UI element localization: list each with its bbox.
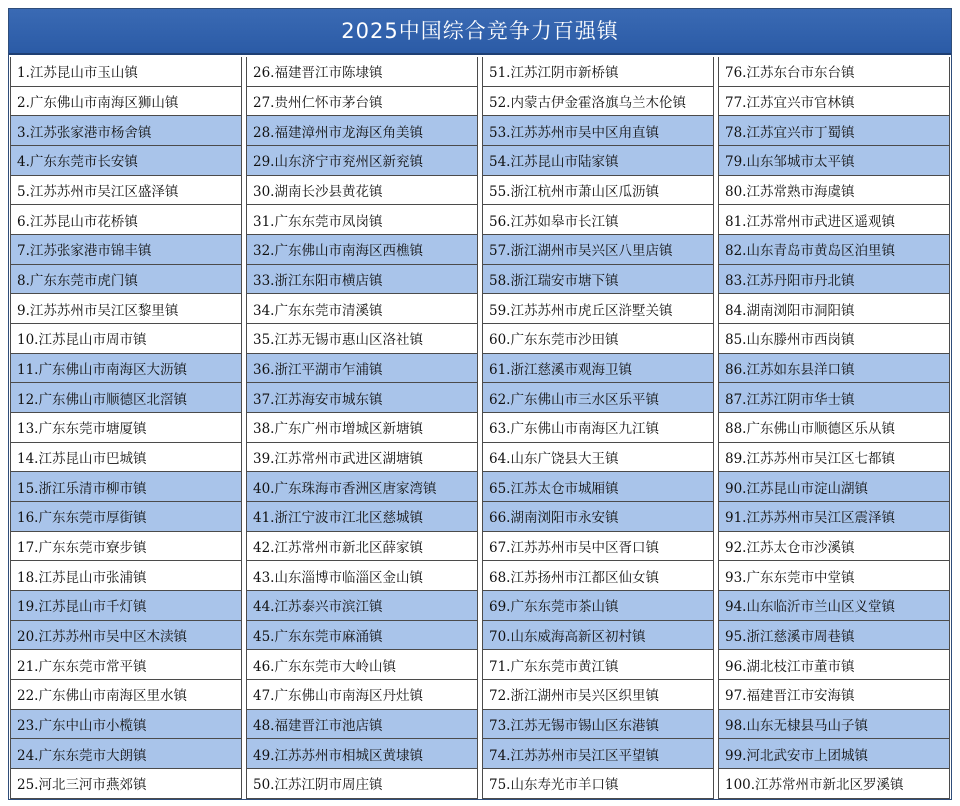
town-entry: 95.浙江慈溪市周巷镇 — [719, 621, 949, 651]
town-entry: 52.内蒙古伊金霍洛旗乌兰木伦镇 — [483, 87, 713, 117]
town-entry: 48.福建晋江市池店镇 — [247, 710, 477, 740]
ranking-grid — [9, 57, 951, 799]
town-entry: 51.江苏江阴市新桥镇 — [483, 57, 713, 87]
town-entry: 9.江苏苏州市吴江区黎里镇 — [11, 294, 241, 324]
town-entry: 68.江苏扬州市江都区仙女镇 — [483, 561, 713, 591]
town-entry: 75.山东寿光市羊口镇 — [483, 769, 713, 799]
town-entry: 77.江苏宜兴市官林镇 — [719, 87, 949, 117]
town-entry: 18.江苏昆山市张浦镇 — [11, 561, 241, 591]
town-entry: 57.浙江湖州市吴兴区八里店镇 — [483, 235, 713, 265]
town-entry: 28.福建漳州市龙海区角美镇 — [247, 116, 477, 146]
town-entry: 21.广东东莞市常平镇 — [11, 650, 241, 680]
town-entry: 93.广东东莞市中堂镇 — [719, 561, 949, 591]
ranking-table — [8, 8, 952, 800]
town-entry: 66.湖南浏阳市永安镇 — [483, 502, 713, 532]
town-entry: 37.江苏海安市城东镇 — [247, 383, 477, 413]
town-entry: 10.江苏昆山市周市镇 — [11, 324, 241, 354]
town-entry: 74.江苏苏州市吴江区平望镇 — [483, 739, 713, 769]
town-entry: 39.江苏常州市武进区湖塘镇 — [247, 443, 477, 473]
town-entry: 30.湖南长沙县黄花镇 — [247, 176, 477, 206]
ranking-column — [246, 57, 478, 799]
town-entry: 31.广东东莞市凤岗镇 — [247, 205, 477, 235]
town-entry: 53.江苏苏州市吴中区甪直镇 — [483, 116, 713, 146]
town-entry: 98.山东无棣县马山子镇 — [719, 710, 949, 740]
town-entry: 72.浙江湖州市吴兴区织里镇 — [483, 680, 713, 710]
town-entry: 13.广东东莞市塘厦镇 — [11, 413, 241, 443]
town-entry: 83.江苏丹阳市丹北镇 — [719, 265, 949, 295]
town-entry: 94.山东临沂市兰山区义堂镇 — [719, 591, 949, 621]
town-entry: 58.浙江瑞安市塘下镇 — [483, 265, 713, 295]
town-entry: 38.广东广州市增城区新塘镇 — [247, 413, 477, 443]
town-entry: 96.湖北枝江市董市镇 — [719, 650, 949, 680]
town-entry: 55.浙江杭州市萧山区瓜沥镇 — [483, 176, 713, 206]
town-entry: 79.山东邹城市太平镇 — [719, 146, 949, 176]
town-entry: 32.广东佛山市南海区西樵镇 — [247, 235, 477, 265]
town-entry: 40.广东珠海市香洲区唐家湾镇 — [247, 472, 477, 502]
town-entry: 97.福建晋江市安海镇 — [719, 680, 949, 710]
town-entry: 36.浙江平湖市乍浦镇 — [247, 354, 477, 384]
town-entry: 78.江苏宜兴市丁蜀镇 — [719, 116, 949, 146]
town-entry: 16.广东东莞市厚街镇 — [11, 502, 241, 532]
town-entry: 81.江苏常州市武进区遥观镇 — [719, 205, 949, 235]
town-entry: 76.江苏东台市东台镇 — [719, 57, 949, 87]
town-entry: 60.广东东莞市沙田镇 — [483, 324, 713, 354]
town-entry: 29.山东济宁市兖州区新兖镇 — [247, 146, 477, 176]
town-entry: 33.浙江东阳市横店镇 — [247, 265, 477, 295]
town-entry: 89.江苏苏州市吴江区七都镇 — [719, 443, 949, 473]
town-entry: 25.河北三河市燕郊镇 — [11, 769, 241, 799]
town-entry: 19.江苏昆山市千灯镇 — [11, 591, 241, 621]
town-entry: 1.江苏昆山市玉山镇 — [11, 57, 241, 87]
town-entry: 65.江苏太仓市城厢镇 — [483, 472, 713, 502]
town-entry: 47.广东佛山市南海区丹灶镇 — [247, 680, 477, 710]
town-entry: 27.贵州仁怀市茅台镇 — [247, 87, 477, 117]
town-entry: 63.广东佛山市南海区九江镇 — [483, 413, 713, 443]
town-entry: 42.江苏常州市新北区薛家镇 — [247, 532, 477, 562]
town-entry: 41.浙江宁波市江北区慈城镇 — [247, 502, 477, 532]
town-entry: 85.山东滕州市西岗镇 — [719, 324, 949, 354]
town-entry: 43.山东淄博市临淄区金山镇 — [247, 561, 477, 591]
ranking-column — [482, 57, 714, 799]
ranking-column — [718, 57, 950, 799]
town-entry: 15.浙江乐清市柳市镇 — [11, 472, 241, 502]
town-entry: 34.广东东莞市清溪镇 — [247, 294, 477, 324]
town-entry: 64.山东广饶县大王镇 — [483, 443, 713, 473]
table-title: 2025中国综合竞争力百强镇 — [9, 9, 951, 55]
town-entry: 17.广东东莞市寮步镇 — [11, 532, 241, 562]
town-entry: 24.广东东莞市大朗镇 — [11, 739, 241, 769]
town-entry: 84.湖南浏阳市洞阳镇 — [719, 294, 949, 324]
town-entry: 61.浙江慈溪市观海卫镇 — [483, 354, 713, 384]
ranking-column — [10, 57, 242, 799]
town-entry: 12.广东佛山市顺德区北滘镇 — [11, 383, 241, 413]
town-entry: 20.江苏苏州市吴中区木渎镇 — [11, 621, 241, 651]
town-entry: 45.广东东莞市麻涌镇 — [247, 621, 477, 651]
town-entry: 88.广东佛山市顺德区乐从镇 — [719, 413, 949, 443]
town-entry: 100.江苏常州市新北区罗溪镇 — [719, 769, 949, 799]
town-entry: 26.福建晋江市陈埭镇 — [247, 57, 477, 87]
town-entry: 59.江苏苏州市虎丘区浒墅关镇 — [483, 294, 713, 324]
town-entry: 54.江苏昆山市陆家镇 — [483, 146, 713, 176]
town-entry: 2.广东佛山市南海区狮山镇 — [11, 87, 241, 117]
town-entry: 50.江苏江阴市周庄镇 — [247, 769, 477, 799]
town-entry: 4.广东东莞市长安镇 — [11, 146, 241, 176]
town-entry: 7.江苏张家港市锦丰镇 — [11, 235, 241, 265]
town-entry: 92.江苏太仓市沙溪镇 — [719, 532, 949, 562]
town-entry: 69.广东东莞市茶山镇 — [483, 591, 713, 621]
town-entry: 62.广东佛山市三水区乐平镇 — [483, 383, 713, 413]
town-entry: 67.江苏苏州市吴中区胥口镇 — [483, 532, 713, 562]
town-entry: 91.江苏苏州市吴江区震泽镇 — [719, 502, 949, 532]
town-entry: 14.江苏昆山市巴城镇 — [11, 443, 241, 473]
town-entry: 3.江苏张家港市杨舍镇 — [11, 116, 241, 146]
town-entry: 11.广东佛山市南海区大沥镇 — [11, 354, 241, 384]
town-entry: 80.江苏常熟市海虞镇 — [719, 176, 949, 206]
town-entry: 23.广东中山市小榄镇 — [11, 710, 241, 740]
town-entry: 82.山东青岛市黄岛区泊里镇 — [719, 235, 949, 265]
town-entry: 49.江苏苏州市相城区黄埭镇 — [247, 739, 477, 769]
town-entry: 35.江苏无锡市惠山区洛社镇 — [247, 324, 477, 354]
town-entry: 8.广东东莞市虎门镇 — [11, 265, 241, 295]
town-entry: 73.江苏无锡市锡山区东港镇 — [483, 710, 713, 740]
town-entry: 44.江苏泰兴市滨江镇 — [247, 591, 477, 621]
town-entry: 46.广东东莞市大岭山镇 — [247, 650, 477, 680]
town-entry: 22.广东佛山市南海区里水镇 — [11, 680, 241, 710]
town-entry: 6.江苏昆山市花桥镇 — [11, 205, 241, 235]
town-entry: 99.河北武安市上团城镇 — [719, 739, 949, 769]
town-entry: 90.江苏昆山市淀山湖镇 — [719, 472, 949, 502]
town-entry: 86.江苏如东县洋口镇 — [719, 354, 949, 384]
town-entry: 5.江苏苏州市吴江区盛泽镇 — [11, 176, 241, 206]
town-entry: 56.江苏如皋市长江镇 — [483, 205, 713, 235]
town-entry: 87.江苏江阴市华士镇 — [719, 383, 949, 413]
town-entry: 70.山东威海高新区初村镇 — [483, 621, 713, 651]
town-entry: 71.广东东莞市黄江镇 — [483, 650, 713, 680]
